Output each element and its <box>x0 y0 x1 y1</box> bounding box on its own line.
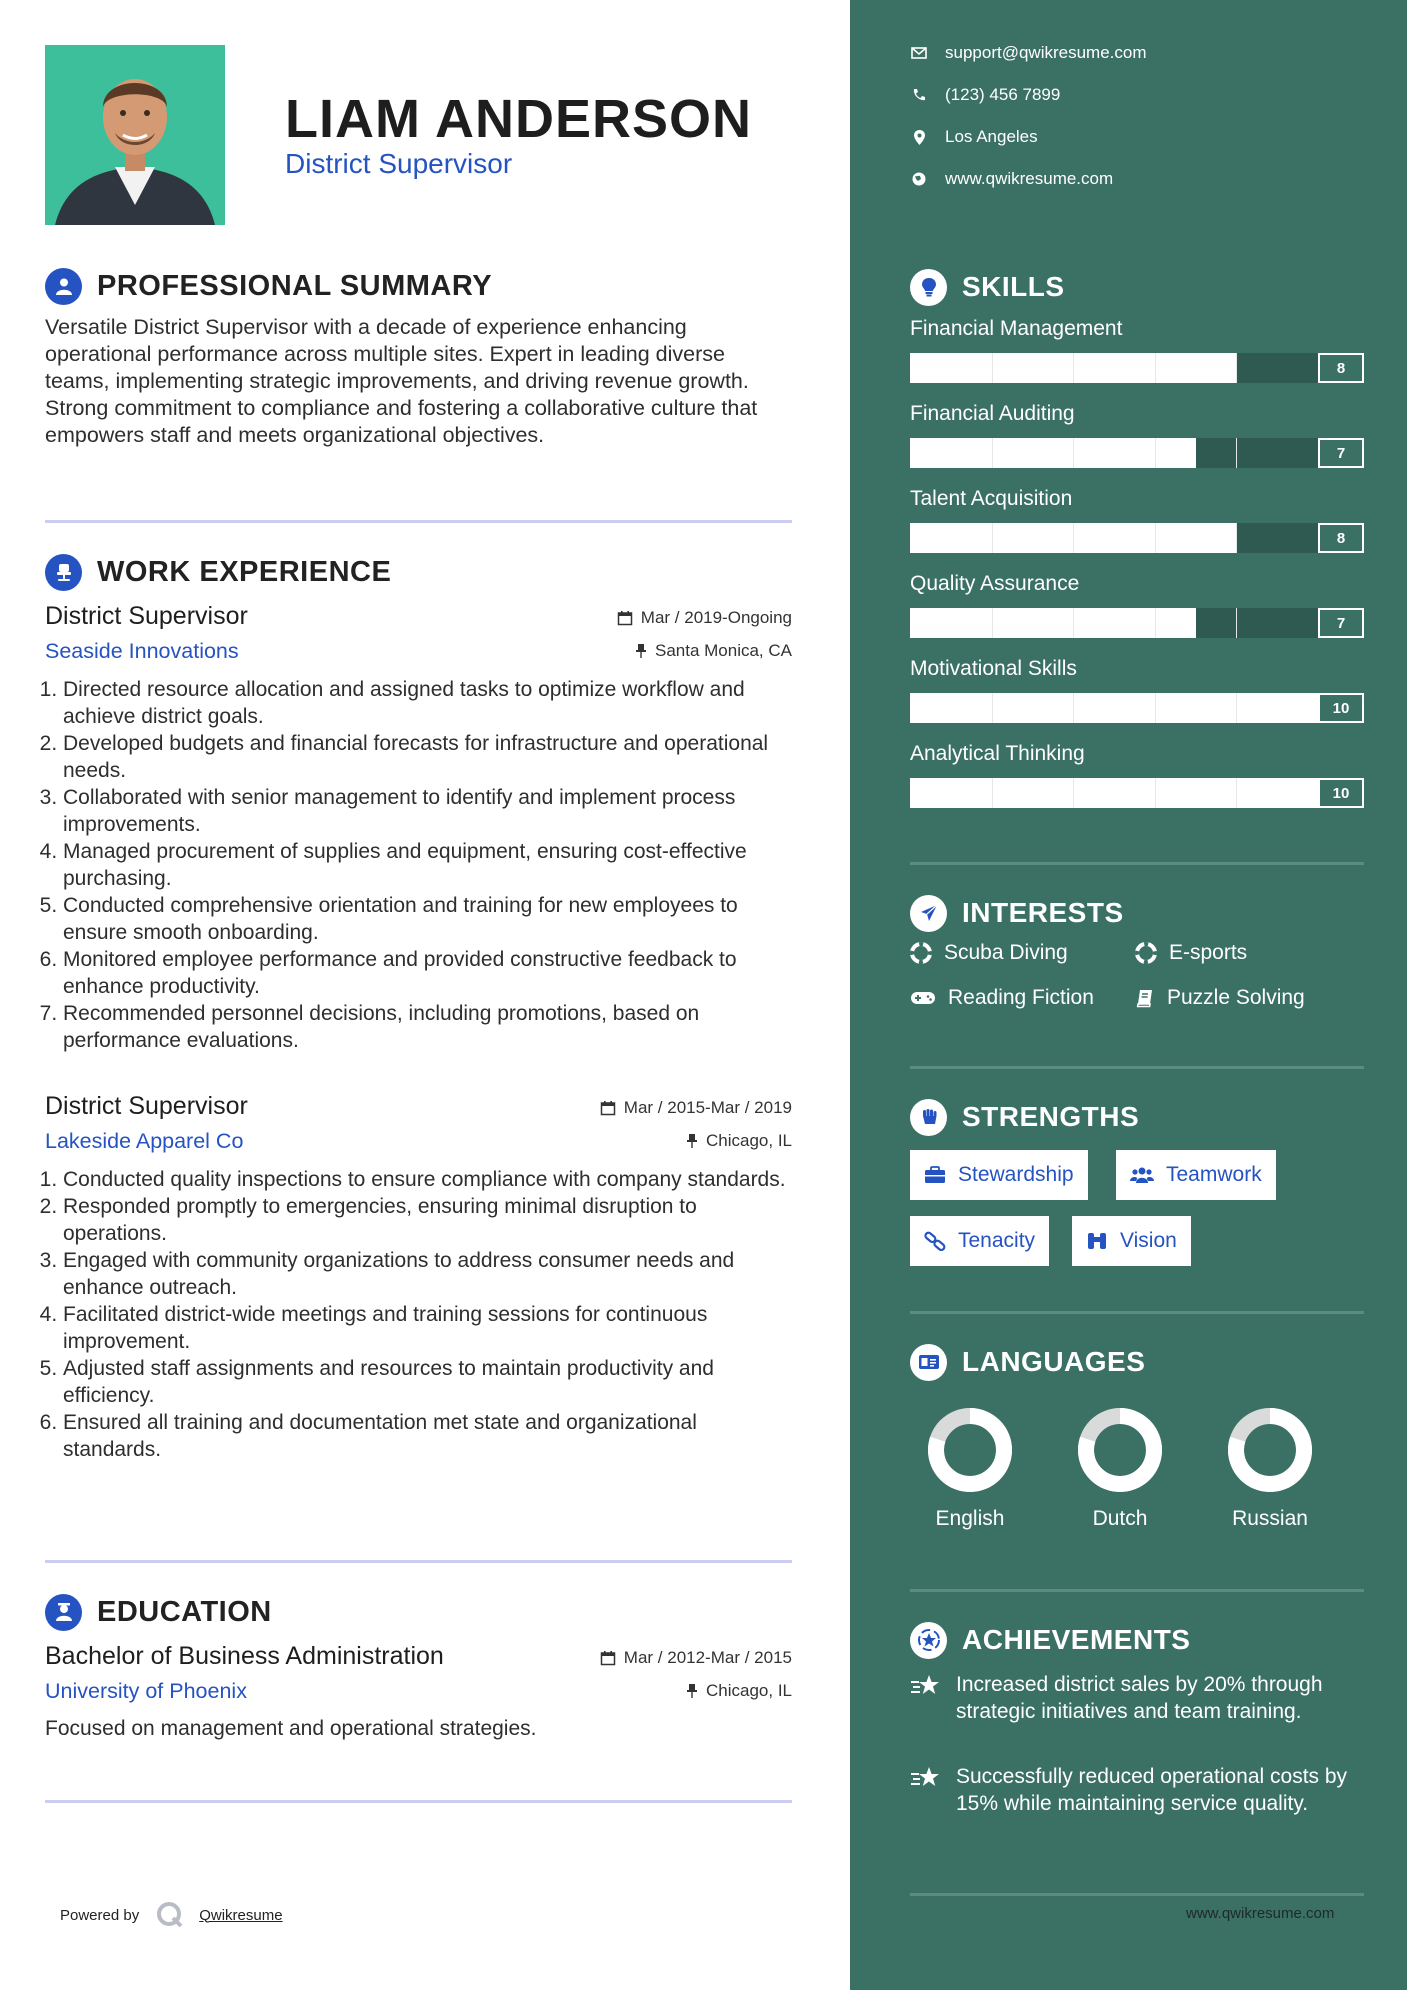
skill-item <box>910 570 1364 638</box>
degree-title: Bachelor of Business Administration <box>45 1642 444 1670</box>
job-title: District Supervisor <box>45 1092 248 1120</box>
skill-bar-segment <box>1155 778 1156 808</box>
phone-icon <box>910 88 928 102</box>
skill-bar-segment <box>1236 438 1237 468</box>
paper-plane-icon <box>910 895 947 932</box>
interest-item: E-sports <box>1135 941 1247 965</box>
list-item: 6. Ensured all training and documentation met state and organizational standards. <box>63 1409 792 1463</box>
skill-name: Financial Auditing <box>910 402 1075 425</box>
pushpin-icon <box>635 643 647 659</box>
skill-bar-segment <box>1155 353 1156 383</box>
pushpin-icon <box>686 1683 698 1699</box>
skill-bar-segment <box>992 353 993 383</box>
skill-bar-segment <box>1236 693 1237 723</box>
users-icon <box>1130 1166 1154 1184</box>
skill-bar-segment <box>1073 438 1074 468</box>
candidate-role: District Supervisor <box>285 148 513 179</box>
skill-bar-segment <box>1236 523 1237 553</box>
life-ring-icon <box>910 942 932 964</box>
strength-chip: Teamwork <box>1116 1150 1276 1200</box>
interests-heading: INTERESTS <box>910 893 1124 933</box>
strength-chip: Stewardship <box>910 1150 1088 1200</box>
contact-location: Los Angeles <box>910 127 1038 147</box>
section-divider <box>45 520 792 523</box>
skill-bar-segment <box>1236 353 1237 383</box>
language-item <box>1205 1405 1335 1531</box>
skill-score: 8 <box>1318 353 1364 383</box>
section-divider <box>910 1893 1364 1896</box>
profile-photo <box>45 45 225 225</box>
list-item: 3. Engaged with community organizations to address consumer needs and enhance outreach. <box>63 1247 792 1301</box>
binoculars-icon <box>1086 1231 1108 1251</box>
skill-item <box>910 655 1364 723</box>
calendar-icon <box>600 1100 616 1116</box>
language-icon <box>910 1344 947 1381</box>
skill-bar <box>910 438 1364 468</box>
star-flag-icon <box>910 1671 946 1725</box>
skill-bar-fill <box>910 438 1196 468</box>
skill-score: 7 <box>1318 438 1364 468</box>
contact-website[interactable]: www.qwikresume.com <box>910 169 1113 189</box>
skill-bar <box>910 353 1364 383</box>
skill-score: 7 <box>1318 608 1364 638</box>
education-description: Focused on management and operational strategies. <box>45 1717 537 1740</box>
skill-name: Quality Assurance <box>910 572 1080 595</box>
map-pin-icon <box>910 130 928 145</box>
job-company: Lakeside Apparel Co <box>45 1129 244 1153</box>
achievement-item: Increased district sales by 20% through strategic initiatives and team training. <box>910 1671 1364 1725</box>
list-item: 6. Monitored employee performance and provided constructive feedback to enhance productivity. <box>63 946 792 1000</box>
job-location: Chicago, IL <box>686 1131 792 1151</box>
strength-chip: Vision <box>1072 1216 1191 1266</box>
skill-bar-segment <box>992 693 993 723</box>
job-entry <box>45 1090 792 1463</box>
skill-bar-segment <box>1073 523 1074 553</box>
contact-phone[interactable]: (123) 456 7899 <box>910 85 1060 105</box>
strengths-heading: STRENGTHS <box>910 1097 1139 1137</box>
skill-bar-fill <box>910 778 1318 808</box>
skill-bar <box>910 693 1364 723</box>
skill-name: Financial Management <box>910 317 1123 340</box>
briefcase-icon <box>924 1166 946 1184</box>
skill-item <box>910 315 1364 383</box>
skill-bar-segment <box>1073 608 1074 638</box>
skill-bar-segment <box>992 608 993 638</box>
qwikresume-logo-icon <box>155 1900 185 1930</box>
language-name: Dutch <box>1092 1507 1148 1530</box>
school-name: University of Phoenix <box>45 1679 247 1703</box>
achievements-heading: ACHIEVEMENTS <box>910 1620 1190 1660</box>
job-entry <box>45 600 792 1054</box>
graduate-icon <box>45 1594 82 1631</box>
skill-bar-segment <box>1155 523 1156 553</box>
skill-bar-segment <box>1155 438 1156 468</box>
job-duties <box>45 676 792 1054</box>
summary-heading: PROFESSIONAL SUMMARY <box>45 266 492 306</box>
envelope-icon <box>910 47 928 59</box>
education-location: Chicago, IL <box>686 1681 792 1701</box>
skill-bar-segment <box>1155 693 1156 723</box>
calendar-icon <box>617 610 633 626</box>
footer-website[interactable]: www.qwikresume.com <box>1186 1905 1335 1922</box>
list-item: 4. Managed procurement of supplies and equipment, ensuring cost-effective purchasing. <box>63 838 792 892</box>
education-entry <box>45 1640 792 1744</box>
pushpin-icon <box>686 1133 698 1149</box>
skill-bar-segment <box>1155 608 1156 638</box>
language-item <box>1055 1405 1185 1531</box>
interest-item: Reading Fiction <box>910 986 1094 1010</box>
interest-item: Scuba Diving <box>910 941 1068 965</box>
job-location: Santa Monica, CA <box>635 641 792 661</box>
skill-bar-segment <box>1236 608 1237 638</box>
language-level-ring <box>1075 1405 1165 1495</box>
skill-bar-segment <box>992 778 993 808</box>
section-divider <box>45 1560 792 1563</box>
skill-name: Analytical Thinking <box>910 742 1085 765</box>
skill-bar-fill <box>910 608 1196 638</box>
skills-heading: SKILLS <box>910 267 1065 307</box>
section-divider <box>910 1066 1364 1069</box>
qwikresume-link[interactable]: Qwikresume <box>199 1906 283 1924</box>
skill-bar <box>910 778 1364 808</box>
list-item: 4. Facilitated district-wide meetings and training sessions for continuous improvement. <box>63 1301 792 1355</box>
section-divider <box>910 1311 1364 1314</box>
globe-icon <box>910 172 928 186</box>
list-item: 2. Developed budgets and financial forecasts for infrastructure and operational needs. <box>63 730 792 784</box>
list-item: 5. Conducted comprehensive orientation and training for new employees to ensure smooth onboarding. <box>63 892 792 946</box>
powered-by: Powered by Qwikresume <box>60 1900 283 1930</box>
list-item: 1. Directed resource allocation and assigned tasks to optimize workflow and achieve district goals. <box>63 676 792 730</box>
list-item: 5. Adjusted staff assignments and resources to maintain productivity and efficiency. <box>63 1355 792 1409</box>
language-name: English <box>935 1507 1005 1530</box>
interest-item: Puzzle Solving <box>1135 986 1305 1010</box>
skill-score: 10 <box>1318 778 1364 808</box>
skill-bar-segment <box>1236 778 1237 808</box>
skill-name: Motivational Skills <box>910 657 1077 680</box>
summary-text: Versatile District Supervisor with a decade of experience enhancing operational performance across multiple sites. Expert in leading diverse teams, implementing strategic improvements, and driving revenue growth. Strong commitment to compliance and fostering a collaborative culture that empowers staff and meets organizational objectives. <box>45 315 758 447</box>
list-item: 3. Collaborated with senior management to identify and implement process improvements. <box>63 784 792 838</box>
languages-heading: LANGUAGES <box>910 1342 1145 1382</box>
life-ring-icon <box>1135 942 1157 964</box>
skill-score: 10 <box>1318 693 1364 723</box>
skill-score: 8 <box>1318 523 1364 553</box>
language-name: Russian <box>1232 1507 1308 1530</box>
section-divider <box>910 862 1364 865</box>
strength-chip: Tenacity <box>910 1216 1049 1266</box>
link-icon <box>924 1231 946 1251</box>
skill-item <box>910 400 1364 468</box>
skill-bar-fill <box>910 693 1318 723</box>
office-chair-icon <box>45 554 82 591</box>
skill-name: Talent Acquisition <box>910 487 1073 510</box>
gamepad-icon <box>910 990 936 1006</box>
job-company: Seaside Innovations <box>45 639 239 663</box>
list-item: 1. Conducted quality inspections to ensure compliance with company standards. <box>63 1166 792 1193</box>
star-badge-icon <box>910 1622 947 1659</box>
skill-bar <box>910 608 1364 638</box>
calendar-icon <box>600 1650 616 1666</box>
skill-bar-segment <box>992 438 993 468</box>
candidate-name: LIAM ANDERSON <box>285 89 752 149</box>
achievement-item: Successfully reduced operational costs by 15% while maintaining service quality. <box>910 1763 1364 1817</box>
language-level-ring <box>925 1405 1015 1495</box>
section-divider <box>910 1589 1364 1592</box>
list-item: 7. Recommended personnel decisions, including promotions, based on performance evaluations. <box>63 1000 792 1054</box>
fist-icon <box>910 1099 947 1136</box>
user-icon <box>45 268 82 305</box>
skill-item <box>910 485 1364 553</box>
lightbulb-icon <box>910 269 947 306</box>
job-duties <box>45 1166 792 1463</box>
job-title: District Supervisor <box>45 602 248 630</box>
skill-bar <box>910 523 1364 553</box>
job-date: Mar / 2015-Mar / 2019 <box>600 1098 792 1118</box>
language-item <box>905 1405 1035 1531</box>
section-divider <box>45 1800 792 1803</box>
list-item: 2. Responded promptly to emergencies, ensuring minimal disruption to operations. <box>63 1193 792 1247</box>
education-heading: EDUCATION <box>45 1592 272 1632</box>
contact-email[interactable]: support@qwikresume.com <box>910 43 1147 63</box>
skill-bar-segment <box>992 523 993 553</box>
experience-heading: WORK EXPERIENCE <box>45 552 391 592</box>
skill-bar-segment <box>1073 778 1074 808</box>
book-icon <box>1135 988 1155 1008</box>
star-flag-icon <box>910 1763 946 1817</box>
skill-item <box>910 740 1364 808</box>
language-level-ring <box>1225 1405 1315 1495</box>
education-date: Mar / 2012-Mar / 2015 <box>600 1648 792 1668</box>
skill-bar-segment <box>1073 693 1074 723</box>
job-date: Mar / 2019-Ongoing <box>617 608 792 628</box>
skill-bar-segment <box>1073 353 1074 383</box>
